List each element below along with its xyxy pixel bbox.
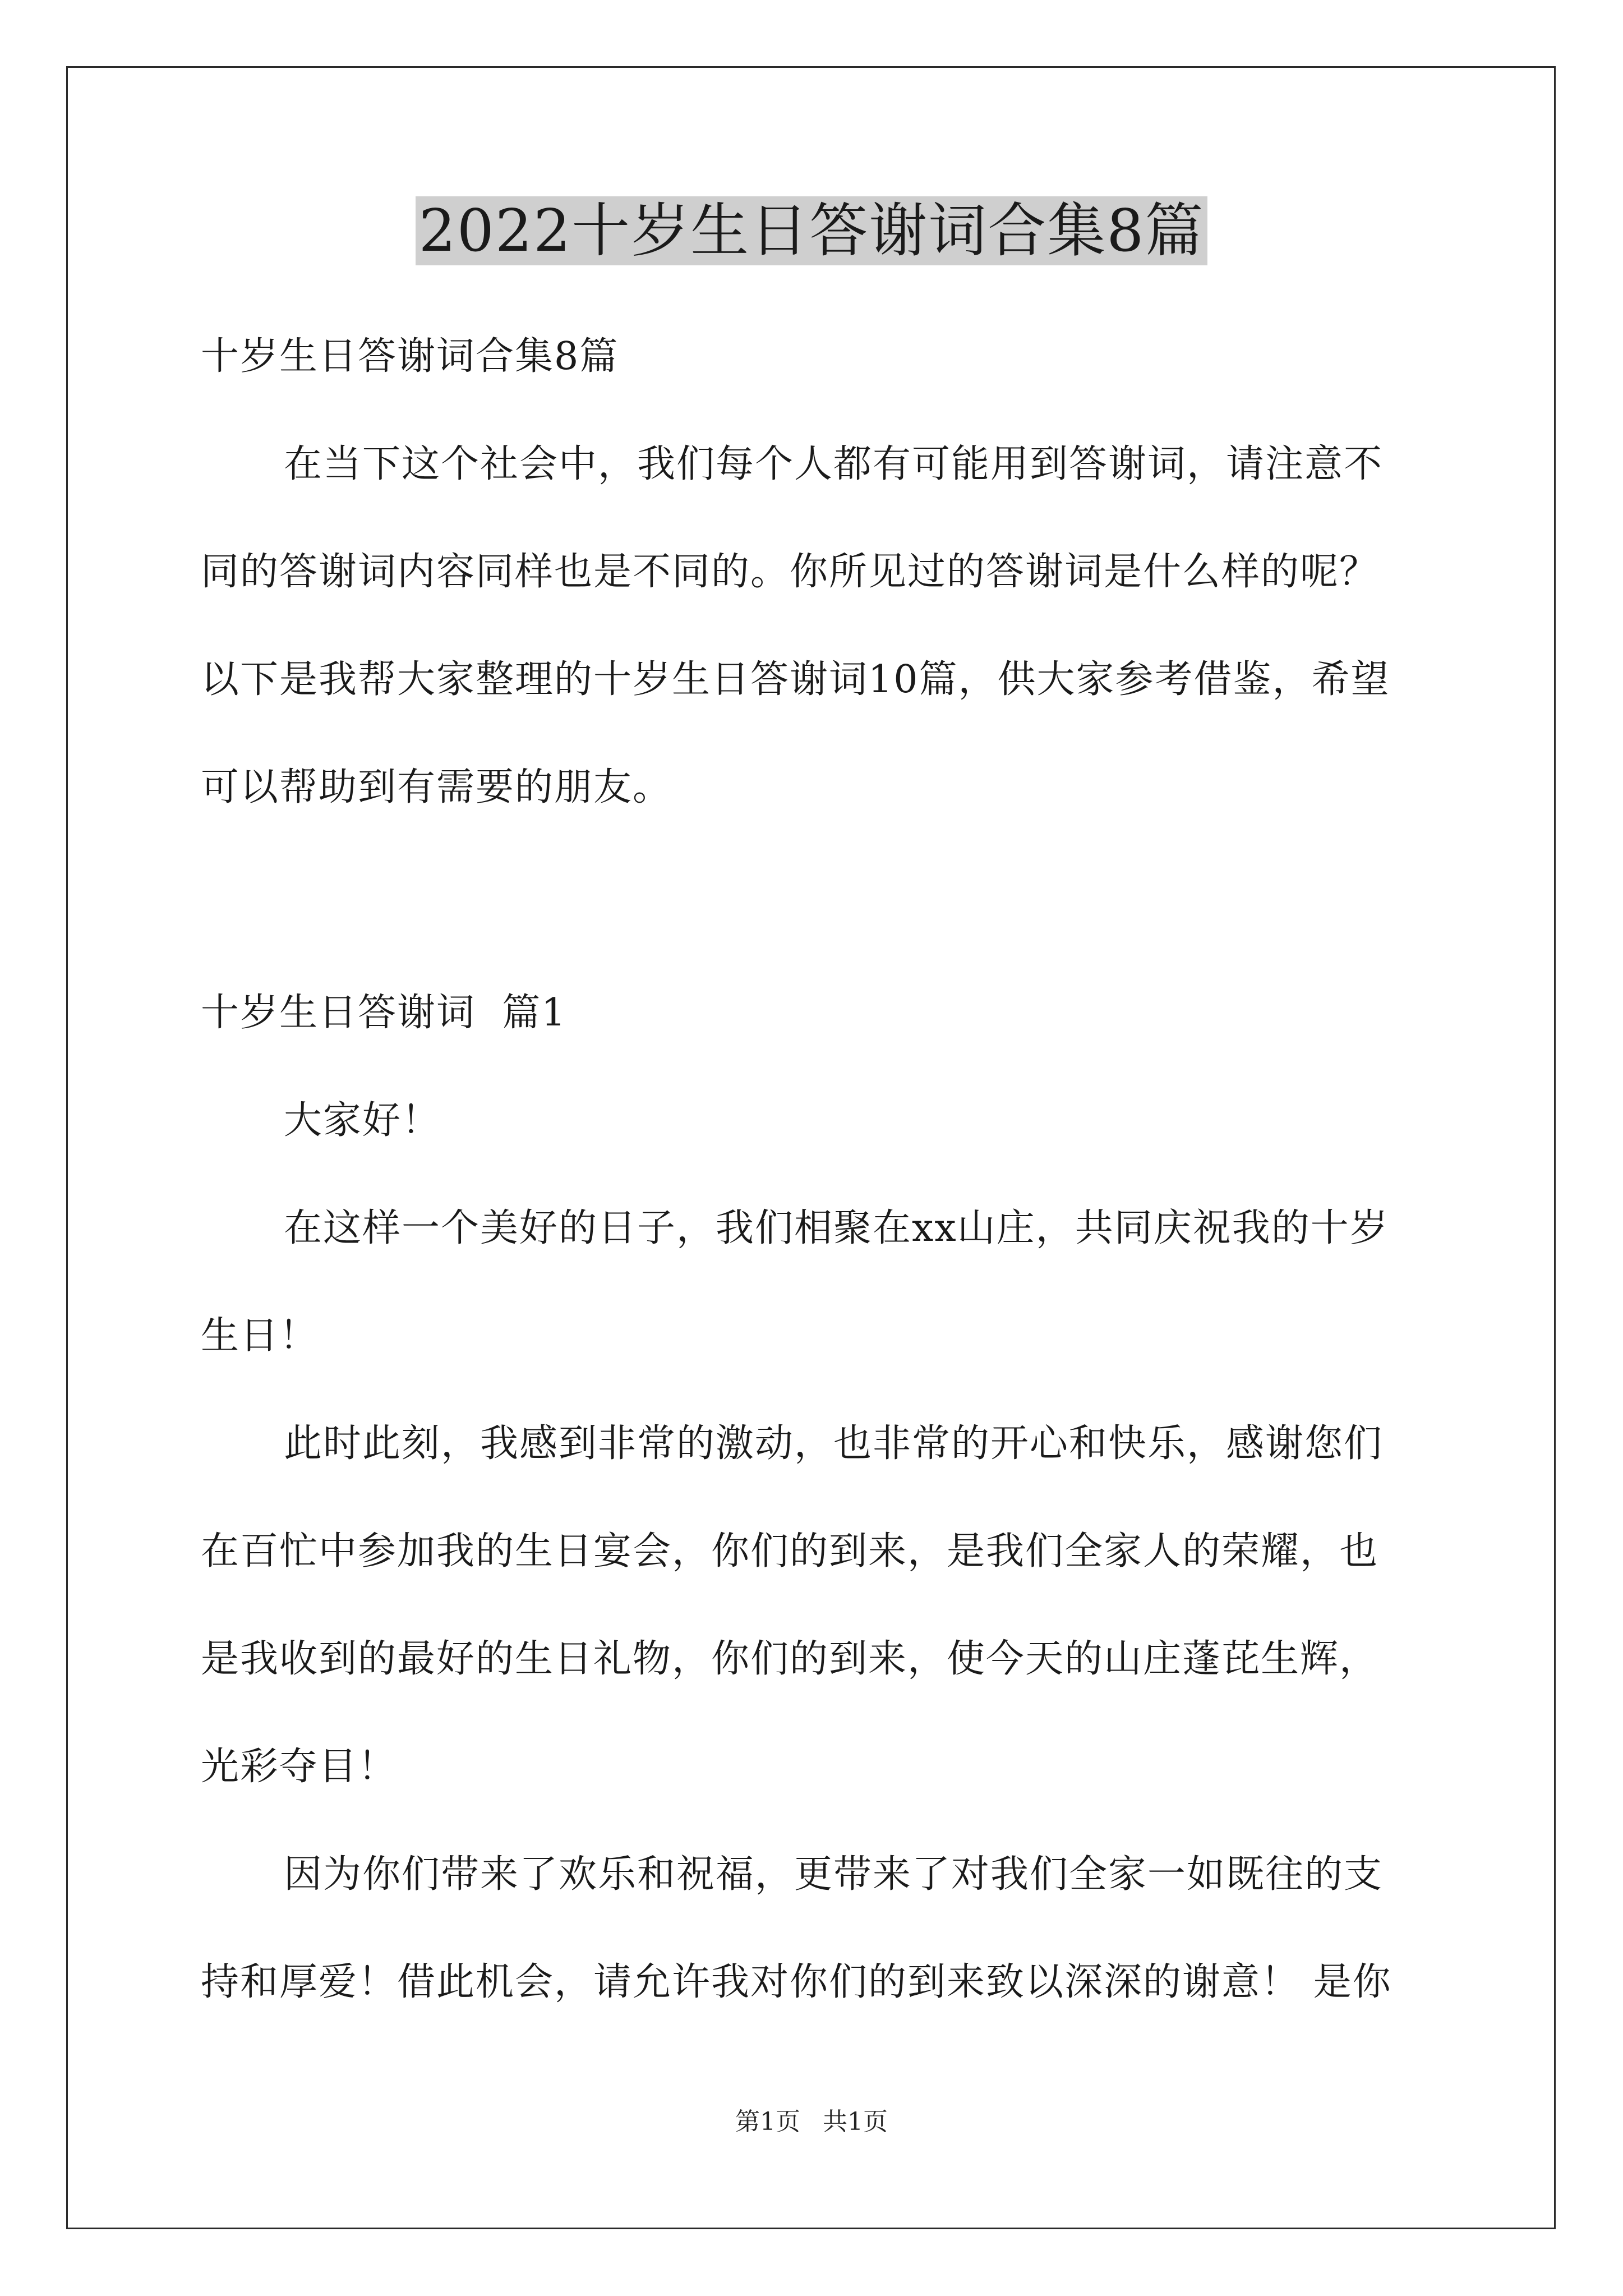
intro-line: 以下是我帮大家整理的十岁生日答谢词10篇，供大家参考借鉴，希望 bbox=[201, 657, 1390, 702]
page-total: 共1页 bbox=[823, 2108, 888, 2136]
section-heading: 十岁生日答谢词 篇1 bbox=[201, 991, 567, 1035]
body-line: 大家好！ bbox=[284, 1098, 441, 1143]
body-line: 光彩夺目！ bbox=[201, 1745, 398, 1789]
page-number: 第1页 bbox=[735, 2108, 800, 2136]
body-line: 是我收到的最好的生日礼物，你们的到来，使今天的山庄蓬芘生辉， bbox=[201, 1637, 1379, 1681]
body-line: 在这样一个美好的日子，我们相聚在xx山庄，共同庆祝我的十岁 bbox=[284, 1206, 1389, 1250]
intro-line: 可以帮助到有需要的朋友。 bbox=[201, 765, 672, 809]
document-title: 2022十岁生日答谢词合集8篇 bbox=[416, 196, 1208, 265]
intro-line: 在当下这个社会中，我们每个人都有可能用到答谢词，请注意不 bbox=[284, 442, 1384, 486]
body-line: 此时此刻，我感到非常的激动，也非常的开心和快乐，感谢您们 bbox=[284, 1421, 1384, 1466]
page-footer bbox=[0, 2101, 1623, 2137]
body-line: 因为你们带来了欢乐和祝福，更带来了对我们全家一如既往的支 bbox=[284, 1852, 1384, 1897]
body-line: 生日！ bbox=[201, 1314, 319, 1358]
document-subtitle: 十岁生日答谢词合集8篇 bbox=[201, 334, 619, 379]
document-body bbox=[201, 303, 1435, 2036]
section-spacer bbox=[201, 841, 1435, 959]
intro-line: 同的答谢词内容同样也是不同的。你所见过的答谢词是什么样的呢？ bbox=[201, 550, 1379, 594]
title-wrapper bbox=[0, 196, 1623, 265]
body-line: 在百忙中参加我的生日宴会，你们的到来，是我们全家人的荣耀，也 bbox=[201, 1529, 1379, 1573]
body-line: 持和厚爱！借此机会，请允许我对你们的到来致以深深的谢意！ 是你 bbox=[201, 1960, 1392, 2004]
